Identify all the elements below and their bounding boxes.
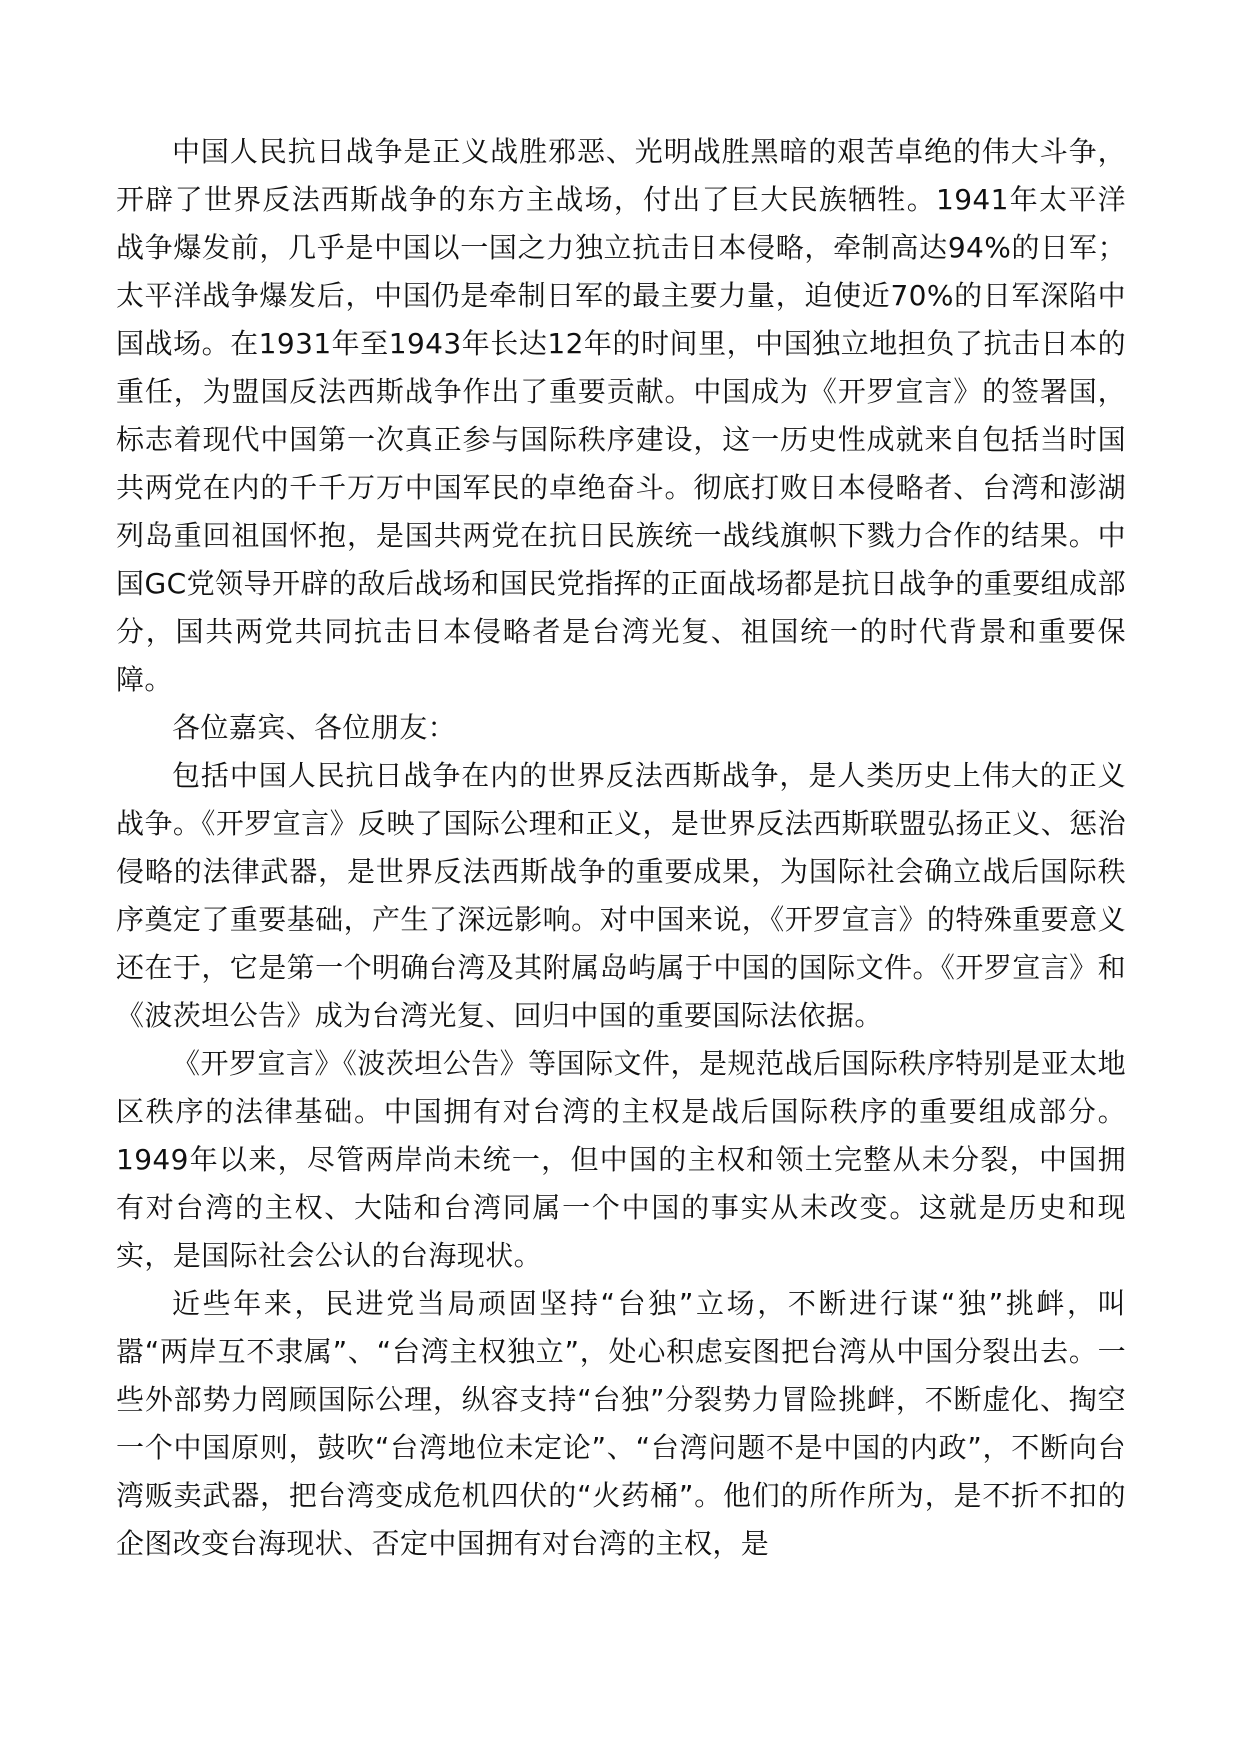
paragraph-recent-years: 近些年来，民进党当局顽固坚持“台独”立场，不断进行谋“独”挑衅，叫嚣“两岸互不隶属”、“台湾主权独立”，处心积虑妄图把台湾从中国分裂出去。一些外部势力罔顾国际公理，纵容支持“台独”分裂势力冒险挑衅，不断虚化、掏空一个中国原则，鼓吹“台湾地位未定论”、“台湾问题不是中国的内政”，不断向台湾贩卖武器，把台湾变成危机四伏的“火药桶”。他们的所作所为，是不折不扣的企图改变台海现状、否定中国拥有对台湾的主权，是 — [116, 1287, 1126, 1560]
paragraph-war-history: 中国人民抗日战争是正义战胜邪恶、光明战胜黑暗的艰苦卓绝的伟大斗争，开辟了世界反法西斯战争的东方主战场，付出了巨大民族牺牲。1941年太平洋战争爆发前，几乎是中国以一国之力独立抗击日本侵略，牵制高达94%的日军；太平洋战争爆发后，中国仍是牵制日军的最主要力量，迫使近70%的日军深陷中国战场。在1931年至1943年长达12年的时间里，中国独立地担负了抗击日本的重任，为盟国反法西斯战争作出了重要贡献。中国成为《开罗宣言》的签署国，标志着现代中国第一次真正参与国际秩序建设，这一历史性成就来自包括当时国共两党在内的千千万万中国军民的卓绝奋斗。彻底打败日本侵略者、台湾和澎湖列岛重回祖国怀抱，是国共两党在抗日民族统一战线旗帜下戮力合作的结果。中国GC党领导开辟的敌后战场和国民党指挥的正面战场都是抗日战争的重要组成部分，国共两党共同抗击日本侵略者是台湾光复、祖国统一的时代背景和重要保障。 — [116, 135, 1126, 696]
document-body — [116, 128, 1126, 1568]
paragraph-greeting: 各位嘉宾、各位朋友： — [172, 711, 457, 744]
paragraph-international-order: 《开罗宣言》《波茨坦公告》等国际文件，是规范战后国际秩序特别是亚太地区秩序的法律基础。中国拥有对台湾的主权是战后国际秩序的重要组成部分。1949年以来，尽管两岸尚未统一，但中国的主权和领土完整从未分裂，中国拥有对台湾的主权、大陆和台湾同属一个中国的事实从未改变。这就是历史和现实，是国际社会公认的台海现状。 — [116, 1047, 1126, 1272]
paragraph-cairo-declaration: 包括中国人民抗日战争在内的世界反法西斯战争，是人类历史上伟大的正义战争。《开罗宣言》反映了国际公理和正义，是世界反法西斯联盟弘扬正义、惩治侵略的法律武器，是世界反法西斯战争的重要成果，为国际社会确立战后国际秩序奠定了重要基础，产生了深远影响。对中国来说，《开罗宣言》的特殊重要意义还在于，它是第一个明确台湾及其附属岛屿属于中国的国际文件。《开罗宣言》和《波茨坦公告》成为台湾光复、回归中国的重要国际法依据。 — [116, 759, 1126, 1032]
